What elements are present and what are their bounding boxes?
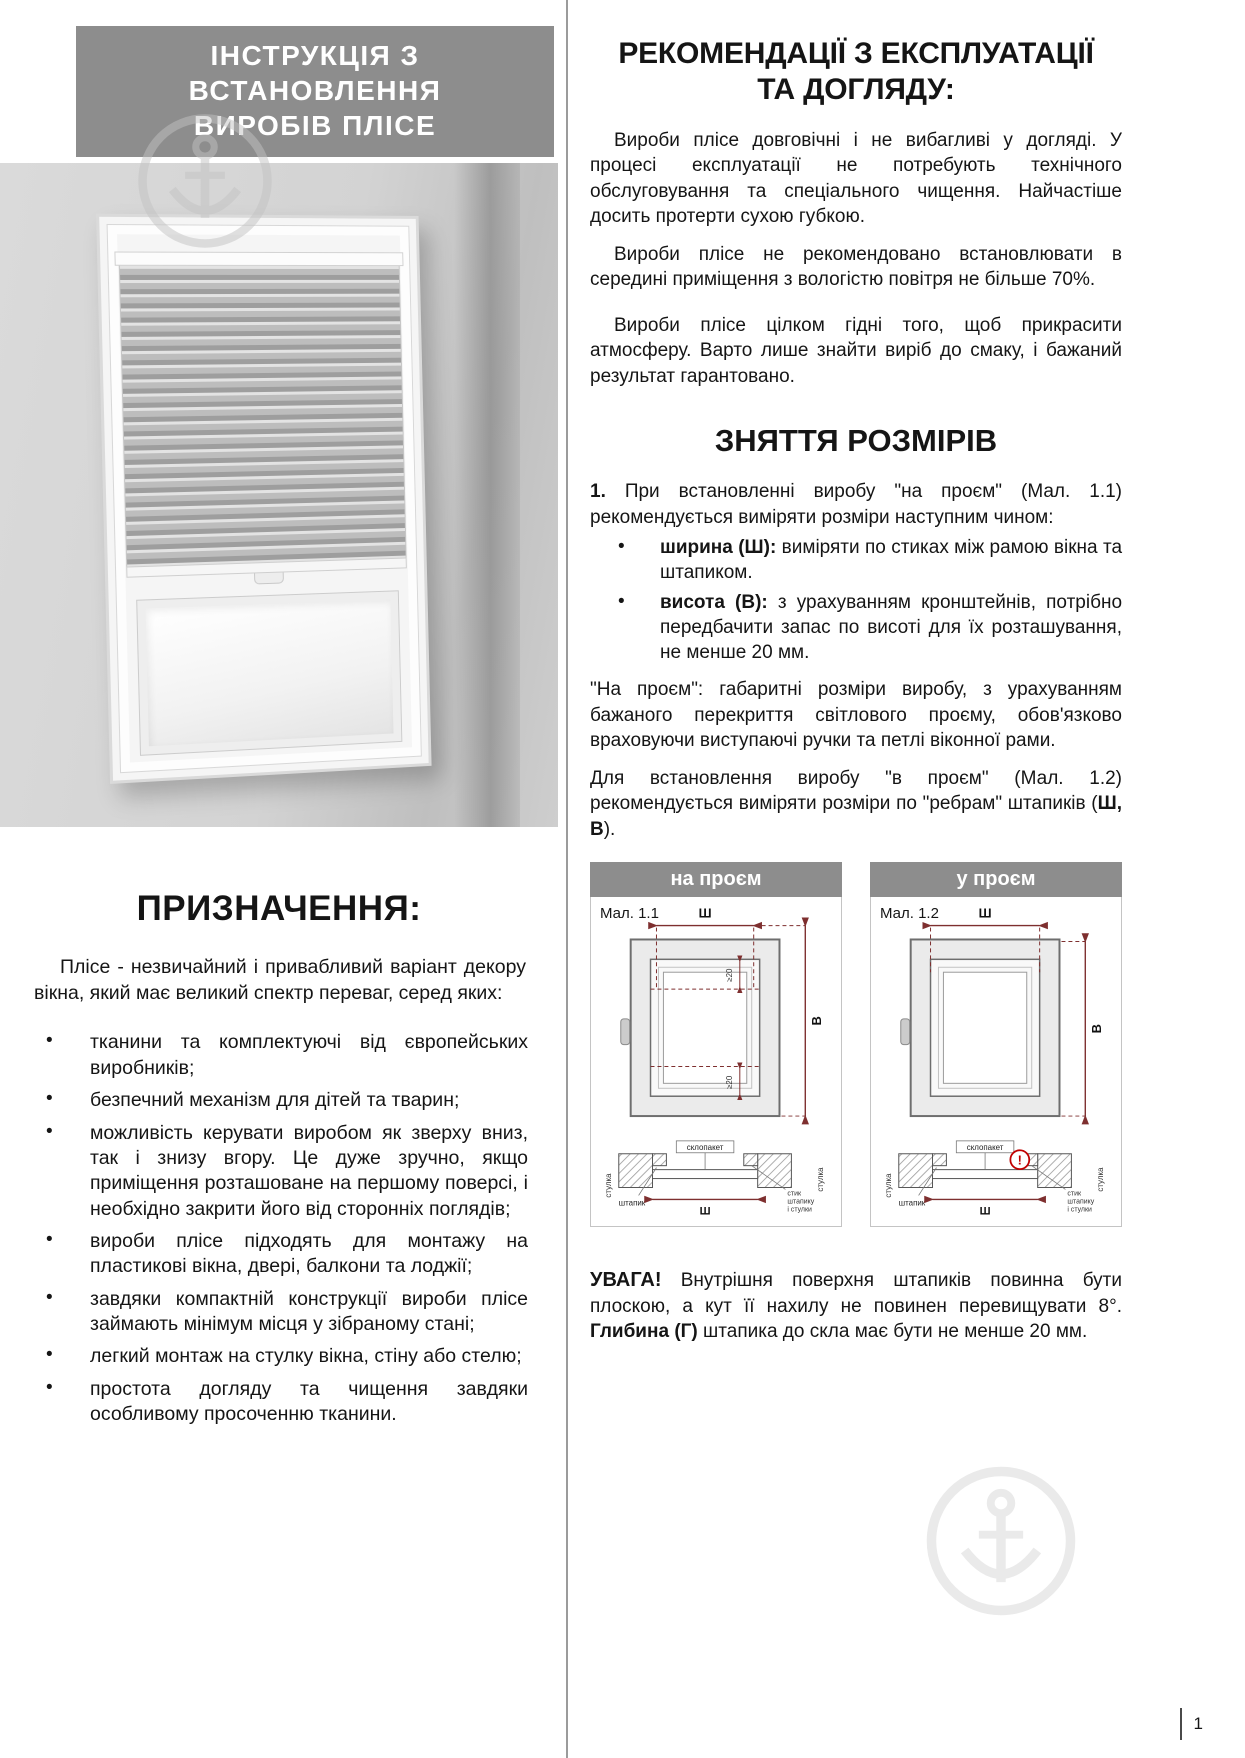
bullet-text xyxy=(660,591,1122,665)
care-title-line1: РЕКОМЕНДАЦІЇ З ЕКСПЛУАТАЦІЇ xyxy=(618,37,1094,70)
warning-text-2: штапика до скла має бути не менше 20 мм. xyxy=(703,1321,1088,1343)
bullet-marker: • xyxy=(46,1030,53,1052)
blind-handle-tab xyxy=(254,572,284,584)
window-handle xyxy=(621,1019,630,1045)
benefits-list xyxy=(30,1030,528,1427)
page-number-value: 1 xyxy=(1193,1714,1203,1733)
alert-exclamation: ! xyxy=(1017,1152,1022,1168)
measuring-step-1 xyxy=(590,479,1122,530)
care-title xyxy=(590,36,1122,108)
p3-text-b: ). xyxy=(603,818,616,840)
left-header xyxy=(76,26,554,157)
bullet-marker: • xyxy=(618,535,625,557)
benefit-text: легкий монтаж на стулку вікна, стіну або стелю; xyxy=(90,1345,522,1368)
section-width-label: Ш xyxy=(979,1205,991,1218)
diagram-figure-1-2 xyxy=(871,897,1121,1226)
blind-headrail xyxy=(114,252,403,267)
window-frame xyxy=(96,214,432,784)
styk-label-1: стик xyxy=(1067,1190,1081,1198)
list-item xyxy=(30,1287,528,1338)
styk-label-2: штапику xyxy=(1067,1198,1095,1206)
diagram-v-proem xyxy=(870,862,1122,1227)
left-column xyxy=(0,0,558,1434)
stulka-right-label: стулка xyxy=(816,1167,826,1192)
left-header-line1: ІНСТРУКЦІЯ З ВСТАНОВЛЕННЯ xyxy=(188,40,442,106)
bullet-marker: • xyxy=(46,1088,53,1110)
benefit-text: простота догляду та чищення завдяки особливому просоченню тканини. xyxy=(90,1377,528,1425)
diagram-figure-1-1 xyxy=(591,897,841,1226)
list-item xyxy=(590,591,1122,665)
page-number xyxy=(1180,1708,1203,1740)
benefit-text: можливість керувати виробом як зверху вниз, так і знизу вгору. Це дуже зручно, якщо приміщення розташоване на першому поверсі, і необхідно закрити його від сторонніх поглядів; xyxy=(90,1121,528,1220)
styk-label-3: і стулки xyxy=(787,1206,812,1214)
warning-paragraph xyxy=(590,1267,1122,1345)
step-text: При встановленні виробу "на проєм" (Мал. 1.1) рекомендується виміряти розміри наступним чином: xyxy=(590,481,1122,528)
gte20-top-label: ≥20 xyxy=(724,968,734,982)
diagram-header: у проєм xyxy=(870,862,1122,897)
window-photo xyxy=(0,163,558,827)
styk-label-3: і стулки xyxy=(1067,1206,1092,1214)
warning-text-1: Внутрішня поверхня штапиків повинна бути плоскою, а кут її нахилу не повинен перевищувати 8°. xyxy=(590,1270,1122,1317)
shtapik-label: штапик xyxy=(898,1198,926,1208)
list-item xyxy=(30,1344,528,1369)
list-item xyxy=(30,1229,528,1280)
list-item xyxy=(30,1030,528,1081)
benefit-text: завдяки компактній конструкції вироби плісе займають мінімум місця у зібраному стані; xyxy=(90,1287,528,1335)
cross-section xyxy=(604,1141,825,1217)
shtapik-label: штапик xyxy=(618,1198,646,1208)
purpose-intro: Плісе - незвичайний і привабливий варіант декору вікна, який має великий спектр переваг, серед яких: xyxy=(34,956,526,1004)
width-dim-label: Ш xyxy=(698,905,712,921)
measuring-paragraph-3 xyxy=(590,766,1122,842)
benefit-text: вироби плісе підходять для монтажу на пластикові вікна, двері, балкони та лоджії; xyxy=(90,1229,528,1278)
p3-bold: Ш, В xyxy=(590,793,1122,840)
measuring-title: ЗНЯТТЯ РОЗМІРІВ xyxy=(714,423,998,459)
diagram-header: на проєм xyxy=(590,862,842,897)
list-item xyxy=(30,1121,528,1222)
styk-label-1: стик xyxy=(787,1190,801,1198)
measuring-diagrams xyxy=(590,862,1122,1227)
stulka-right-label: стулка xyxy=(1096,1167,1106,1192)
window-outline xyxy=(621,940,780,1117)
measuring-paragraph-2: "На проєм": габаритні розміри виробу, з урахуванням бажаного перекриття світлового проєму, обов'язково враховуючи виступаючі ручки та петлі віконної рами. xyxy=(590,679,1122,752)
stulka-left-label: стулка xyxy=(603,1173,613,1198)
step-number: 1. xyxy=(590,481,606,503)
cross-section xyxy=(884,1141,1105,1217)
bullet-text xyxy=(660,536,1122,585)
care-paragraph-3: Вироби плісе цілком гідні того, щоб прикрасити атмосферу. Варто лише знайти виріб до смаку, і бажаний результат гарантовано. xyxy=(590,314,1122,387)
sklopaket-label: склопакет xyxy=(686,1142,724,1152)
care-paragraph-2: Вироби плісе не рекомендовано встановлювати в середині приміщення з вологістю повітря не більше 70%. xyxy=(590,243,1122,291)
height-dim-label: В xyxy=(809,1016,825,1026)
left-header-line2: ВИРОБІВ ПЛІСЕ xyxy=(193,110,437,141)
width-dim-label: Ш xyxy=(978,905,992,921)
list-item xyxy=(590,536,1122,585)
list-item xyxy=(30,1088,528,1113)
p3-text-a: Для встановлення виробу "в проєм" (Мал. 1.2) рекомендується виміряти розміри по "ребрам" штапиків ( xyxy=(590,767,1122,815)
bullet-marker: • xyxy=(46,1344,53,1366)
page-number-rule xyxy=(1180,1708,1182,1740)
bullet-marker: • xyxy=(46,1228,53,1250)
bullet-marker: • xyxy=(618,591,625,613)
stulka-left-label: стулка xyxy=(883,1173,893,1198)
window-glass xyxy=(137,591,401,755)
wall-recess-shadow xyxy=(454,163,520,827)
figure-label: Мал. 1.1 xyxy=(600,905,659,923)
section-width-label: Ш xyxy=(699,1205,711,1218)
window-outline xyxy=(901,940,1060,1117)
height-term: висота (В): xyxy=(660,592,768,614)
sklopaket-label: склопакет xyxy=(966,1142,1004,1152)
height-definition: з урахуванням кронштейнів, потрібно передбачити запас по висоті для їх розташування, не менше 20 мм. xyxy=(660,592,1123,663)
diagram-na-proem xyxy=(590,862,842,1227)
warning-label: УВАГА! xyxy=(590,1269,662,1292)
width-term: ширина (Ш): xyxy=(660,536,777,558)
window-handle xyxy=(901,1019,910,1045)
care-paragraph-1: Вироби плісе довговічні і не вибагливі у догляді. У процесі експлуатації не потребують технічного обслуговування та спеціального чищення. Найчастіше досить протерти сухою губкою. xyxy=(590,130,1122,228)
bullet-marker: • xyxy=(46,1286,53,1308)
logo-watermark-bottom xyxy=(922,1462,1080,1620)
bullet-marker: • xyxy=(46,1376,53,1398)
bullet-marker: • xyxy=(46,1120,53,1142)
height-dim-label: В xyxy=(1089,1024,1105,1034)
purpose-title: ПРИЗНАЧЕННЯ: xyxy=(136,889,422,928)
diagram-body xyxy=(870,897,1122,1227)
column-divider xyxy=(566,0,568,1758)
benefit-text: безпечний механізм для дітей та тварин; xyxy=(90,1089,460,1112)
gte20-bottom-label: ≥20 xyxy=(724,1075,734,1090)
list-item xyxy=(30,1377,528,1428)
right-column xyxy=(590,0,1122,1345)
width-definition: виміряти по стиках між рамою вікна та штапиком. xyxy=(660,536,1123,583)
measuring-bullets xyxy=(590,536,1122,665)
care-title-line2: ТА ДОГЛЯДУ: xyxy=(757,73,955,106)
pleated-blind xyxy=(119,266,407,567)
figure-label: Мал. 1.2 xyxy=(880,905,939,923)
warning-bold-term: Глибина (Г) xyxy=(590,1321,698,1343)
benefit-text: тканини та комплектуючі від європейських виробників; xyxy=(90,1031,528,1079)
diagram-body xyxy=(590,897,842,1227)
styk-label-2: штапику xyxy=(787,1198,815,1206)
